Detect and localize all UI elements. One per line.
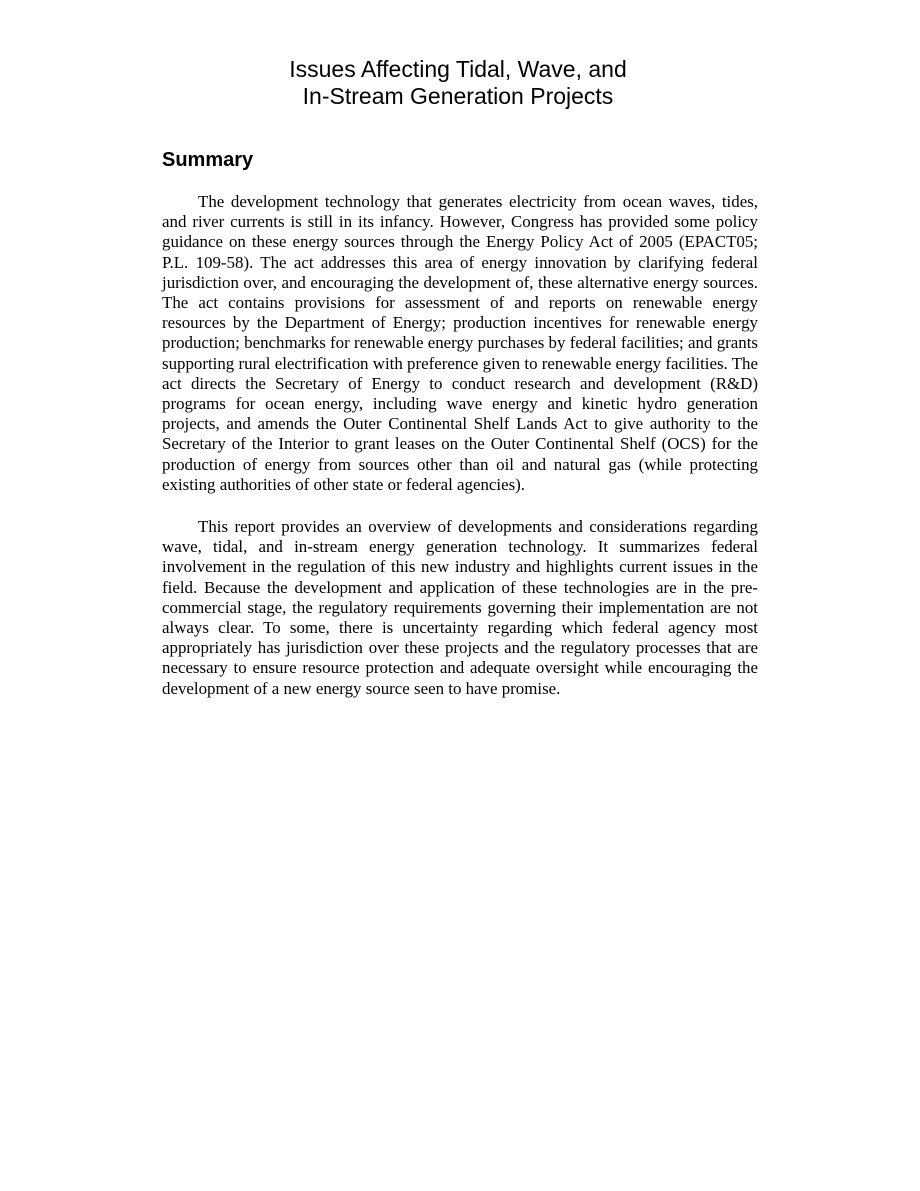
document-title: [0, 56, 916, 110]
title-line-1: Issues Affecting Tidal, Wave, and: [289, 56, 627, 82]
summary-paragraph-1: The development technology that generates electricity from ocean waves, tides, and river currents is still in its infancy. However, Congress has provided some policy guidance on these energy sources through the Energy Policy Act of 2005 (EPACT05; P.L. 109-58). The act addresses this area of energy innovation by clarifying federal jurisdiction over, and encouraging the development of, these alternative energy sources. The act contains provisions for assessment of and reports on renewable energy resources by the Department of Energy; production incentives for renewable energy production; benchmarks for renewable energy purchases by federal facilities; and grants supporting rural electrification with preference given to renewable energy facilities. The act directs the Secretary of Energy to conduct research and development (R&D) programs for ocean energy, including wave energy and kinetic hydro generation projects, and amends the Outer Continental Shelf Lands Act to give authority to the Secretary of the Interior to grant leases on the Outer Continental Shelf (OCS) for the production of energy from sources other than oil and natural gas (while protecting existing authorities of other state or federal agencies).: [162, 192, 758, 494]
summary-paragraph-2: This report provides an overview of developments and considerations regarding wave, tidal, and in-stream energy generation technology. It summarizes federal involvement in the regulation of this new industry and highlights current issues in the field. Because the development and application of these technologies are in the pre-commercial stage, the regulatory requirements governing their implementation are not always clear. To some, there is uncertainty regarding which federal agency most appropriately has jurisdiction over these projects and the regulatory processes that are necessary to ensure resource protection and adequate oversight while encouraging the development of a new energy source seen to have promise.: [162, 517, 758, 698]
title-line-2: In-Stream Generation Projects: [302, 83, 614, 109]
section-heading-summary: Summary: [162, 149, 254, 171]
